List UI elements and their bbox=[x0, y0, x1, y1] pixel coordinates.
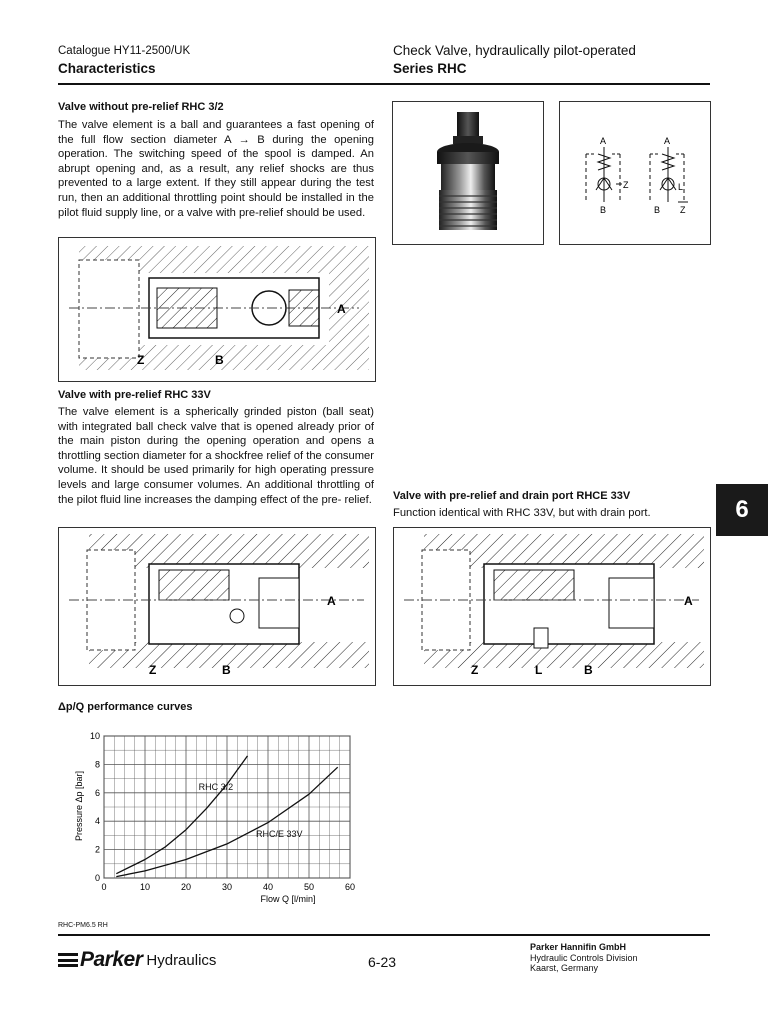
rhc33v-port-a: A bbox=[327, 594, 336, 608]
rhce33v-port-l: L bbox=[535, 663, 543, 677]
footer-ref: RHC-PM6.5 RH bbox=[58, 922, 108, 929]
rhc32-title: Valve without pre-relief RHC 3/2 bbox=[58, 101, 224, 113]
rhce33v-text: Function identical with RHC 33V, but with drain port. bbox=[393, 507, 651, 519]
footer-rule bbox=[58, 934, 710, 936]
sym1-port-z: Z bbox=[623, 180, 629, 190]
rhc32-port-z: Z bbox=[137, 353, 145, 367]
y-tick-label: 8 bbox=[94, 759, 100, 770]
valve-photo-image bbox=[393, 102, 543, 244]
chart-grid bbox=[104, 736, 350, 878]
rhc33v-port-b: B bbox=[222, 663, 231, 677]
x-tick-label: 50 bbox=[303, 882, 315, 892]
rhce33v-port-z: Z bbox=[471, 663, 479, 677]
sym2-port-z: Z bbox=[680, 205, 686, 215]
rhce33v-title: Valve with pre-relief and drain port RHCE 33V bbox=[393, 490, 631, 502]
rhce33v-section-drawing bbox=[393, 527, 711, 686]
rhce33v-port-b: B bbox=[584, 663, 593, 677]
division-name: Hydraulic Controls Division bbox=[530, 953, 638, 963]
rhce33v-drawing bbox=[394, 528, 710, 685]
y-tick-label: 4 bbox=[94, 816, 100, 827]
y-axis-label: Pressure Δp [bar] bbox=[74, 770, 84, 842]
hydraulic-symbols bbox=[559, 101, 711, 245]
sym2-port-a: A bbox=[664, 136, 671, 146]
product-title: Check Valve, hydraulically pilot-operated bbox=[393, 43, 636, 58]
rhce33v-port-a: A bbox=[684, 594, 693, 608]
sym1-port-b: B bbox=[600, 205, 607, 215]
y-tick-label: 10 bbox=[89, 731, 100, 741]
x-tick-label: 40 bbox=[262, 882, 274, 892]
series-label-1: RHC 3/2 bbox=[198, 781, 234, 792]
rhc33v-title: Valve with pre-relief RHC 33V bbox=[58, 389, 211, 401]
rhc33v-drawing bbox=[59, 528, 375, 685]
sym2-port-l: L bbox=[678, 182, 684, 192]
rhc32-section-drawing bbox=[58, 237, 376, 382]
rhc33v-text: The valve element is a spherically grinded piston (ball seat) with integrated ball check valve that is opened already prior of the main piston during the opening operation and opens a throttling section diameter for a shockfree relief of the consumer volume. It should be used primarily for high operating pressure levels and large consumer volumes. An additional throttling of the pilot fluid line increases the damping effect of the pre- relief. bbox=[58, 406, 374, 506]
company-name: Parker Hannifin GmbH bbox=[530, 942, 627, 952]
rhc32-port-b: B bbox=[215, 353, 224, 367]
rhc32-text: The valve element is a ball and guarantees a fast opening of the full flow section diameter A → B during the opening operation. The switching speed of the spool is damped. An abrupt opening and, as a result, any relief shocks are thus prevented to a large extent. If they still appear during the test run, then an additional throttling point should be installed in the pilot fluid supply line, or a valve with pre-relief should be used. bbox=[58, 119, 374, 219]
chart-ticks bbox=[90, 731, 355, 892]
series-label-2: RHC/E 33V bbox=[256, 828, 303, 839]
valve-photo bbox=[392, 101, 544, 245]
rhc33v-port-z: Z bbox=[149, 663, 157, 677]
logo-sub: Hydraulics bbox=[146, 951, 217, 969]
y-tick-label: 2 bbox=[94, 844, 100, 855]
symbol-drawing bbox=[560, 102, 710, 244]
x-axis-label: Flow Q [l/min] bbox=[260, 894, 316, 904]
chapter-tab: 6 bbox=[716, 484, 768, 536]
y-tick-label: 6 bbox=[94, 787, 100, 798]
x-tick-label: 30 bbox=[221, 882, 233, 892]
logo-mark bbox=[58, 953, 78, 967]
x-tick-label: 20 bbox=[180, 882, 192, 892]
rhc33v-section-drawing bbox=[58, 527, 376, 686]
rhc32-drawing bbox=[59, 238, 375, 381]
company-location: Kaarst, Germany bbox=[530, 963, 599, 973]
sym1-port-a: A bbox=[600, 136, 607, 146]
series-title: Series RHC bbox=[393, 61, 467, 76]
performance-chart bbox=[58, 722, 378, 912]
y-tick-label: 0 bbox=[94, 873, 100, 883]
rhc32-port-a: A bbox=[337, 302, 346, 316]
x-tick-label: 60 bbox=[344, 882, 356, 892]
header-rule bbox=[58, 83, 710, 85]
page-number: 6-23 bbox=[368, 954, 397, 970]
logo-brand: Parker bbox=[80, 948, 143, 971]
series-line-1 bbox=[116, 756, 247, 874]
x-tick-label: 0 bbox=[101, 882, 107, 892]
section-title: Characteristics bbox=[58, 61, 156, 76]
catalogue-number: Catalogue HY11-2500/UK bbox=[58, 45, 191, 57]
sym2-port-b: B bbox=[654, 205, 661, 215]
curves-title: Δp/Q performance curves bbox=[58, 701, 193, 713]
parker-logo bbox=[58, 948, 216, 972]
x-tick-label: 10 bbox=[139, 882, 151, 892]
